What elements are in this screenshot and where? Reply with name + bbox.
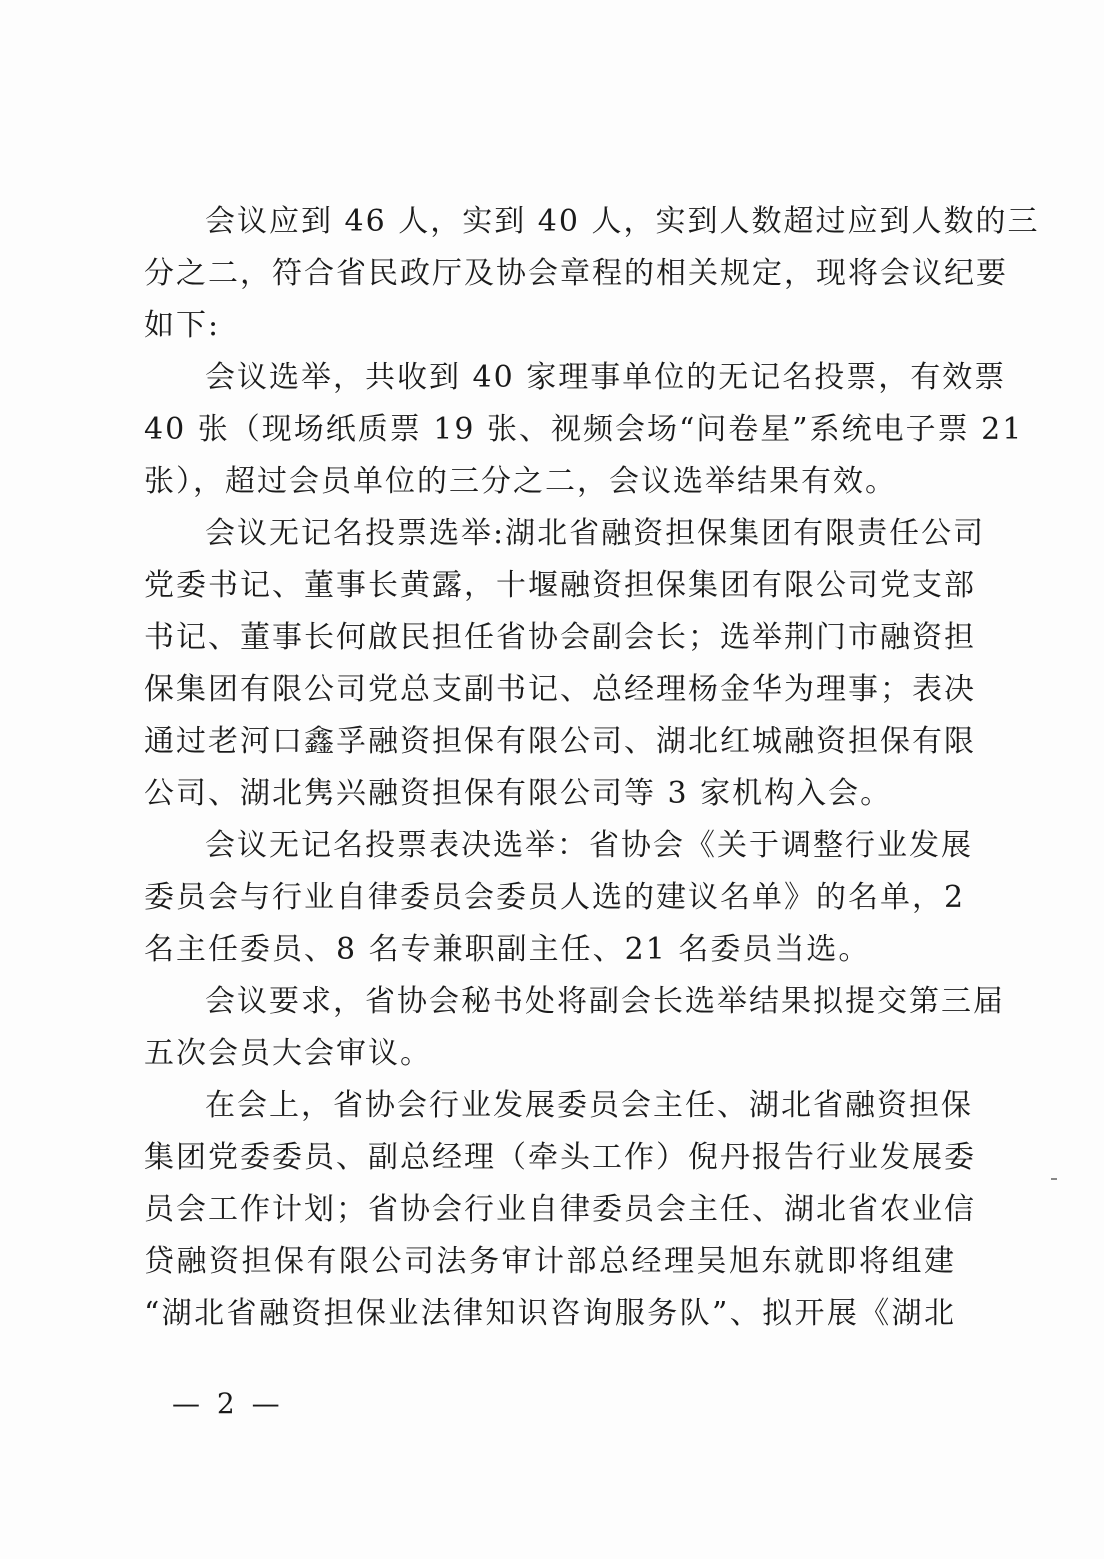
paragraph-4-line-2: 委员会与行业自律委员会委员人选的建议名单》的名单，2 bbox=[144, 880, 966, 915]
scan-speck bbox=[1051, 1178, 1057, 1180]
paragraph-3-line-4: 保集团有限公司党总支副书记、总经理杨金华为理事；表决 bbox=[144, 672, 976, 707]
paragraph-2-line-1: 会议选举，共收到 40 家理事单位的无记名投票，有效票 bbox=[205, 360, 1007, 395]
paragraph-6-line-1: 在会上，省协会行业发展委员会主任、湖北省融资担保 bbox=[205, 1088, 973, 1123]
paragraph-3-line-5: 通过老河口鑫孚融资担保有限公司、湖北红城融资担保有限 bbox=[144, 724, 976, 759]
paragraph-3-line-3: 书记、董事长何啟民担任省协会副会长；选举荆门市融资担 bbox=[144, 620, 976, 655]
paragraph-6-line-2: 集团党委委员、副总经理（牵头工作）倪丹报告行业发展委 bbox=[144, 1140, 976, 1175]
paragraph-3-line-6: 公司、湖北隽兴融资担保有限公司等 3 家机构入会。 bbox=[144, 776, 893, 811]
page-number: — 2 — bbox=[172, 1387, 284, 1420]
paragraph-3-line-2: 党委书记、董事长黄露，十堰融资担保集团有限公司党支部 bbox=[144, 568, 976, 603]
paragraph-1-line-1: 会议应到 46 人，实到 40 人，实到人数超过应到人数的三 bbox=[205, 204, 1040, 239]
paragraph-2-line-3: 张），超过会员单位的三分之二，会议选举结果有效。 bbox=[144, 464, 897, 499]
paragraph-4-line-3: 名主任委员、8 名专兼职副主任、21 名委员当选。 bbox=[144, 932, 871, 967]
paragraph-6-line-3: 员会工作计划；省协会行业自律委员会主任、湖北省农业信 bbox=[144, 1192, 976, 1227]
paragraph-5-line-1: 会议要求，省协会秘书处将副会长选举结果拟提交第三届 bbox=[205, 984, 1005, 1019]
paragraph-1-line-2: 分之二，符合省民政厅及协会章程的相关规定，现将会议纪要 bbox=[144, 256, 1008, 291]
paragraph-1-line-3: 如下: bbox=[144, 308, 221, 343]
paragraph-4-line-1: 会议无记名投票表决选举：省协会《关于调整行业发展 bbox=[205, 828, 973, 863]
paragraph-2-line-2: 40 张（现场纸质票 19 张、视频会场“问卷星”系统电子票 21 bbox=[144, 412, 1024, 447]
paragraph-6-line-5: “湖北省融资担保业法律知识咨询服务队”、拟开展《湖北 bbox=[144, 1296, 956, 1331]
paragraph-3-line-1: 会议无记名投票选举:湖北省融资担保集团有限责任公司 bbox=[205, 516, 986, 551]
paragraph-6-line-4: 贷融资担保有限公司法务审计部总经理吴旭东就即将组建 bbox=[144, 1244, 956, 1279]
paragraph-5-line-2: 五次会员大会审议。 bbox=[144, 1036, 432, 1071]
